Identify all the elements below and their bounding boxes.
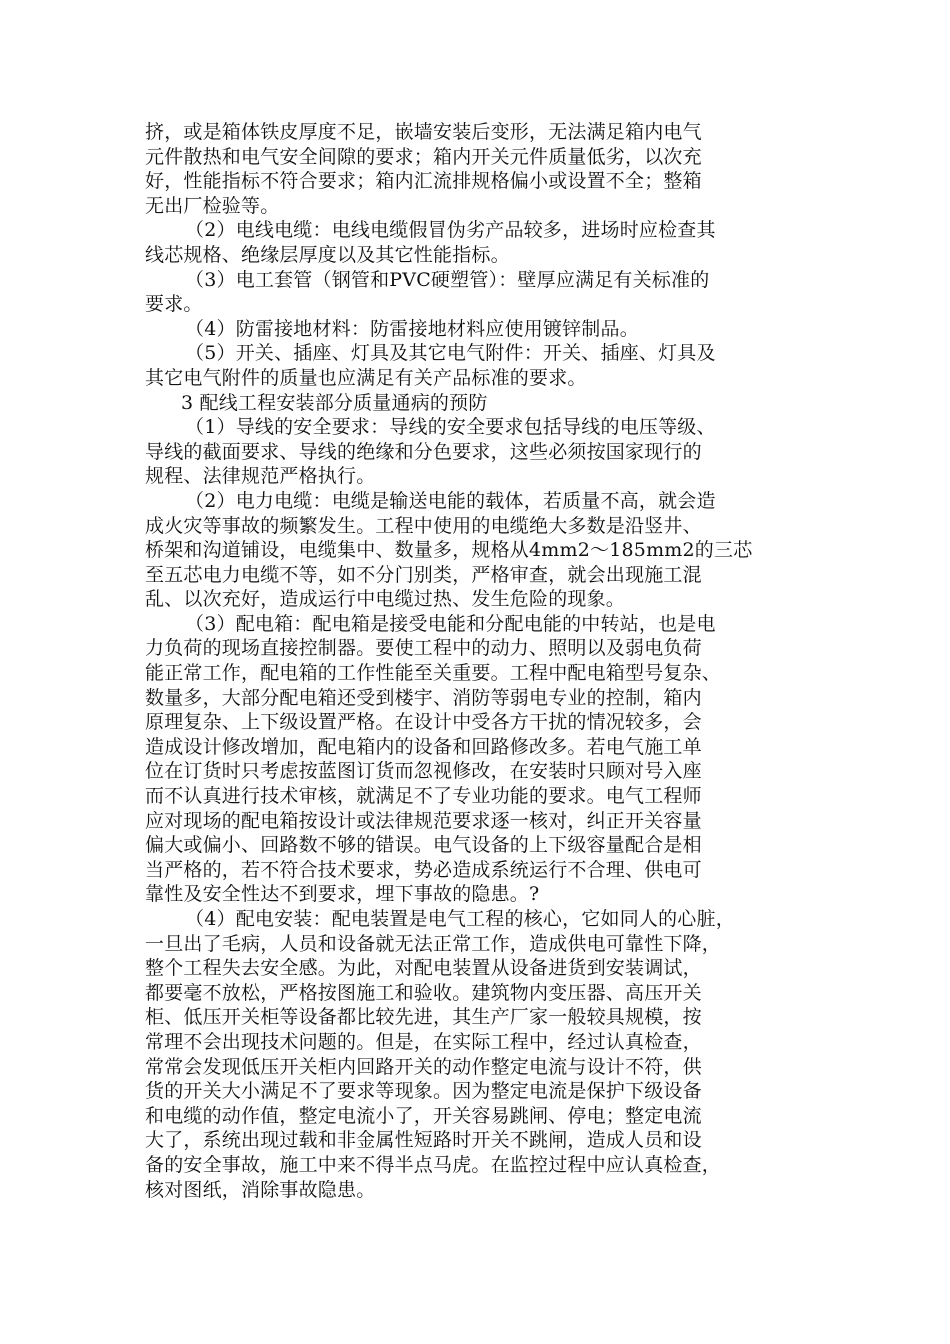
text-line: 导线的截面要求、导线的绝缘和分色要求，这些必须按国家现行的 [145, 440, 702, 463]
text-line: 造成设计修改增加，配电箱内的设备和回路修改多。若电气施工单 [145, 735, 702, 758]
text-line: 好，性能指标不符合要求；箱内汇流排规格偏小或设置不全；整箱 [145, 170, 702, 193]
paragraph-sec3-item-2 [145, 489, 810, 612]
text-line: （4）配电安装：配电装置是电气工程的核心，它如同人的心脏， [185, 908, 735, 930]
text-line: 位在订货时只考虑按蓝图订货而忽视修改，在安装时只顾对号入座 [145, 760, 702, 783]
text-line: 原理复杂、上下级设置严格。在设计中受各方干扰的情况较多，会 [145, 711, 702, 734]
text-line: （5）开关、插座、灯具及其它电气附件：开关、插座、灯具及 [185, 342, 716, 365]
text-line: 规程、法律规范严格执行。 [145, 465, 376, 488]
text-line: 常常会发现低压开关柜内回路开关的动作整定电流与设计不符，供 [145, 1055, 702, 1078]
paragraph-item-4-lightning [145, 317, 810, 342]
text-line: 一旦出了毛病，人员和设备就无法正常工作，造成供电可靠性下降， [145, 932, 722, 955]
text-line: 至五芯电力电缆不等，如不分门别类，严格审查，就会出现施工混 [145, 563, 702, 586]
section-heading: 3 配线工程安装部分质量通病的预防 [181, 391, 488, 414]
paragraph-intro-continuation [145, 120, 810, 218]
text-line: 备的安全事故，施工中来不得半点马虎。在监控过程中应认真检查， [145, 1153, 722, 1176]
text-line: 柜、低压开关柜等设备都比较先进，其生产厂家一般较具规模，按 [145, 1006, 702, 1029]
text-line: 而不认真进行技术审核，就满足不了专业功能的要求。电气工程师 [145, 785, 702, 808]
text-line: 应对现场的配电箱按设计或法律规范要求逐一核对，纠正开关容量 [145, 809, 702, 832]
paragraph-item-2-wires [145, 218, 810, 267]
text-line: 要求。 [145, 293, 203, 316]
paragraph-sec3-item-3 [145, 612, 810, 907]
paragraph-sec3-item-4 [145, 907, 810, 1202]
text-line: 都要毫不放松，严格按图施工和验收。建筑物内变压器、高压开关 [145, 981, 702, 1004]
text-line: 挤，或是箱体铁皮厚度不足，嵌墙安装后变形，无法满足箱内电气 [145, 121, 702, 143]
text-line: 偏大或偏小、回路数不够的错误。电气设备的上下级容量配合是相 [145, 834, 702, 857]
text-line: 靠性及安全性达不到要求，埋下事故的隐患。? [145, 883, 540, 906]
text-line: 其它电气附件的质量也应满足有关产品标准的要求。 [145, 366, 587, 389]
text-line: 大了，系统出现过载和非金属性短路时开关不跳闸，造成人员和设 [145, 1129, 702, 1152]
text-line: （2）电力电缆：电缆是输送电能的载体，若质量不高，就会造 [185, 489, 716, 512]
text-line: 乱、以次充好，造成运行中电缆过热、发生危险的现象。 [145, 588, 626, 611]
text-line: 货的开关大小满足不了要求等现象。因为整定电流是保护下级设备 [145, 1080, 702, 1103]
text-line: （3）电工套管（钢管和PVC硬塑管）：壁厚应满足有关标准的 [185, 268, 710, 291]
text-line: （2）电线电缆：电线电缆假冒伪劣产品较多，进场时应检查其 [185, 219, 716, 242]
text-line: （4）防雷接地材料：防雷接地材料应使用镀锌制品。 [185, 317, 639, 340]
paragraph-item-5-switches [145, 341, 810, 390]
text-line: 整个工程失去安全感。为此，对配电装置从设备进货到安装调试， [145, 957, 702, 980]
text-line: 成火灾等事故的频繁发生。工程中使用的电缆绝大多数是沿竖井、 [145, 514, 702, 537]
text-line: 元件散热和电气安全间隙的要求；箱内开关元件质量低劣，以次充 [145, 145, 702, 168]
section-3-heading [145, 391, 810, 416]
text-line: 常理不会出现技术问题的。但是，在实际工程中，经过认真检查， [145, 1030, 702, 1053]
paragraph-item-3-conduit [145, 268, 810, 317]
text-line: 线芯规格、绝缘层厚度以及其它性能指标。 [145, 243, 510, 266]
paragraph-sec3-item-1 [145, 415, 810, 489]
text-line: 能正常工作，配电箱的工作性能至关重要。工程中配电箱型号复杂、 [145, 662, 722, 685]
text-line: 数量多，大部分配电箱还受到楼宇、消防等弱电专业的控制，箱内 [145, 686, 702, 709]
text-line: （1）导线的安全要求：导线的安全要求包括导线的电压等级、 [185, 416, 716, 439]
text-line: 当严格的，若不符合技术要求，势必造成系统运行不合理、供电可 [145, 858, 702, 881]
text-line: 核对图纸，消除事故隐患。 [145, 1178, 376, 1201]
text-line: （3）配电箱：配电箱是接受电能和分配电能的中转站，也是电 [185, 612, 716, 635]
text-line: 和电缆的动作值，整定电流小了，开关容易跳闸、停电；整定电流 [145, 1104, 702, 1127]
text-line: 无出厂检验等。 [145, 194, 280, 217]
text-line: 力负荷的现场直接控制器。要使工程中的动力、照明以及弱电负荷 [145, 637, 702, 660]
document-page [145, 120, 810, 1202]
text-line: 桥架和沟道铺设，电缆集中、数量多，规格从4mm2～185mm2的三芯 [145, 539, 753, 562]
